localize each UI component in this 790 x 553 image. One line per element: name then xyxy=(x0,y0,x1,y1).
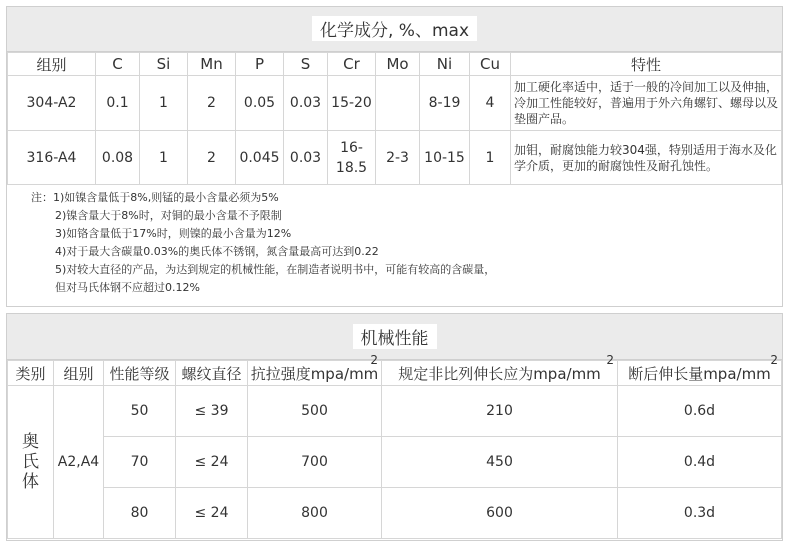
composition-table xyxy=(7,52,782,185)
cell-yield: 210 xyxy=(382,386,618,437)
col-header-cu: Cu xyxy=(470,53,511,76)
cell-group: 316-A4 xyxy=(8,131,96,185)
cell-yield: 450 xyxy=(382,437,618,488)
table-row xyxy=(8,437,782,488)
cell-p: 0.045 xyxy=(236,131,284,185)
col-header-category: 类别 xyxy=(8,361,54,386)
cell-elongation: 0.3d xyxy=(618,488,782,539)
composition-panel xyxy=(6,6,783,307)
col-header-diameter: 螺纹直径 xyxy=(176,361,248,386)
cell-feature: 加工硬化率适中，适于一般的冷间加工以及伸抽，冷加工性能较好，普遍用于外六角螺钉、螺母以及垫圈产品。 xyxy=(511,76,782,131)
cell-cr: 15-20 xyxy=(328,76,376,131)
cell-si: 1 xyxy=(140,131,188,185)
cell-c: 0.08 xyxy=(96,131,140,185)
mechanical-panel xyxy=(6,313,783,541)
col-header-mo: Mo xyxy=(376,53,420,76)
cell-si: 1 xyxy=(140,76,188,131)
cell-c: 0.1 xyxy=(96,76,140,131)
cell-s: 0.03 xyxy=(284,131,328,185)
mechanical-title-bar xyxy=(7,314,782,360)
cell-tensile: 700 xyxy=(248,437,382,488)
note-line xyxy=(31,189,782,207)
col-header-yield xyxy=(382,353,618,386)
cell-ni: 8-19 xyxy=(420,76,470,131)
col-header-s: S xyxy=(284,53,328,76)
cell-grade: 80 xyxy=(104,488,176,539)
col-header-ni: Ni xyxy=(420,53,470,76)
elongation-header-text: 断后伸长量mpa/mm xyxy=(628,364,771,383)
mechanical-header-row xyxy=(8,361,782,386)
note-4: 4)对于最大含碳量0.03%的奥氏体不锈钢，氮含量最高可达到0.22 xyxy=(55,245,379,258)
tensile-superscript: 2 xyxy=(370,353,378,367)
cell-yield: 600 xyxy=(382,488,618,539)
cell-cu: 1 xyxy=(470,131,511,185)
cell-feature: 加钼，耐腐蚀能力较304强，特别适用于海水及化学介质，更加的耐腐蚀性及耐孔蚀性。 xyxy=(511,131,782,185)
category-vertical-text: 奥氏体 xyxy=(22,432,39,492)
table-row xyxy=(8,488,782,539)
composition-header-row xyxy=(8,53,782,76)
note-5: 5)对较大直径的产品，为达到规定的机械性能，在制造者说明书中，可能有较高的含碳量， xyxy=(55,263,496,276)
cell-mn: 2 xyxy=(188,131,236,185)
table-row xyxy=(8,386,782,437)
note-2: 2)镍含量大于8%时，对铜的最小含量不予限制 xyxy=(55,209,282,222)
notes-label: 注： xyxy=(31,191,53,204)
note-5-cont: 但对马氏体钢不应超过0.12% xyxy=(55,281,200,294)
col-header-elongation xyxy=(618,353,782,386)
mechanical-title: 机械性能 xyxy=(353,324,437,349)
col-header-mn: Mn xyxy=(188,53,236,76)
cell-mo: 2-3 xyxy=(376,131,420,185)
col-header-si: Si xyxy=(140,53,188,76)
cell-group: 304-A2 xyxy=(8,76,96,131)
composition-notes xyxy=(7,185,782,297)
cell-group: A2,A4 xyxy=(54,386,104,539)
col-header-feature: 特性 xyxy=(511,53,782,76)
col-header-cr: Cr xyxy=(328,53,376,76)
table-row xyxy=(8,76,782,131)
cell-p: 0.05 xyxy=(236,76,284,131)
col-header-c: C xyxy=(96,53,140,76)
yield-superscript: 2 xyxy=(606,353,614,367)
cell-tensile: 800 xyxy=(248,488,382,539)
cell-diameter: ≤ 24 xyxy=(176,488,248,539)
elongation-superscript: 2 xyxy=(770,353,778,367)
mechanical-table xyxy=(7,353,782,539)
cell-mn: 2 xyxy=(188,76,236,131)
note-3: 3)如铬含量低于17%时，则镍的最小含量为12% xyxy=(55,227,292,240)
composition-title: 化学成分, %、max xyxy=(312,16,477,41)
col-header-grade: 性能等级 xyxy=(104,361,176,386)
composition-title-bar xyxy=(7,7,782,52)
cell-grade: 50 xyxy=(104,386,176,437)
cell-mo xyxy=(376,76,420,131)
cell-cr: 16-18.5 xyxy=(328,131,376,185)
cell-diameter: ≤ 39 xyxy=(176,386,248,437)
col-header-group: 组别 xyxy=(54,361,104,386)
col-header-p: P xyxy=(236,53,284,76)
cell-elongation: 0.6d xyxy=(618,386,782,437)
col-header-tensile xyxy=(248,353,382,386)
cell-s: 0.03 xyxy=(284,76,328,131)
table-row xyxy=(8,131,782,185)
cell-tensile: 500 xyxy=(248,386,382,437)
cell-elongation: 0.4d xyxy=(618,437,782,488)
tensile-header-text: 抗拉强度mpa/mm xyxy=(250,364,379,383)
cell-ni: 10-15 xyxy=(420,131,470,185)
cell-grade: 70 xyxy=(104,437,176,488)
yield-header-text: 规定非比列伸长应为mpa/mm xyxy=(398,364,601,383)
cell-diameter: ≤ 24 xyxy=(176,437,248,488)
note-1: 1)如镍含量低于8%,则锰的最小含量必须为5% xyxy=(53,191,279,204)
cell-cu: 4 xyxy=(470,76,511,131)
col-header-group: 组别 xyxy=(8,53,96,76)
cell-category xyxy=(8,386,54,539)
